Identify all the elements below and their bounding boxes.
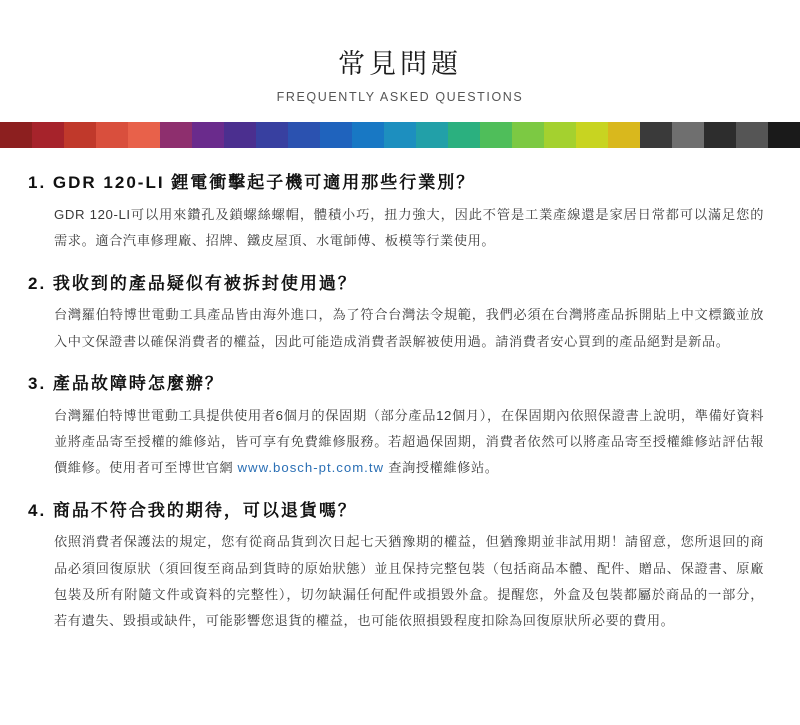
faq-question-text-4: 商品不符合我的期待，可以退貨嗎？	[52, 500, 357, 520]
faq-item-3	[28, 371, 772, 482]
faq-question-text-2: 我收到的產品疑似有被拆封使用過？	[52, 273, 357, 293]
color-bar-segment	[384, 122, 416, 148]
color-bar-segment	[768, 122, 800, 148]
color-bar-segment	[96, 122, 128, 148]
faq-question-3	[28, 371, 772, 397]
color-bar-segment	[480, 122, 512, 148]
faq-answer-1: GDR 120-LI可以用來鑽孔及鎖螺絲螺帽，體積小巧，扭力強大，因此不管是工業產線還是家居日常都可以滿足您的需求。適合汽車修理廠、招牌、鐵皮屋頂、水電師傅、板模等行業使用。	[54, 206, 764, 249]
color-bar-segment	[256, 122, 288, 148]
faq-number-2: 2.	[28, 273, 47, 293]
faq-question-2	[28, 271, 772, 297]
faq-item-1	[28, 170, 772, 254]
faq-item-2	[28, 271, 772, 355]
color-bar-segment	[224, 122, 256, 148]
faq-question-1	[28, 170, 772, 196]
color-bar-segment	[608, 122, 640, 148]
faq-question-text-1: GDR 120-LI 鋰電衝擊起子機可適用那些行業別？	[52, 173, 476, 193]
faq-answer-4: 依照消費者保護法的規定，您有從商品貨到次日起七天猶豫期的權益，但猶豫期並非試用期！請留意，您所退回的商品必須回復原狀（須回復至商品到貨時的原始狀態）並且保持完整包裝（包括商品本體、配件、贈品、保證書、原廠包裝及所有附隨文件或資料的完整性），切勿缺漏任何配件或損毀外盒。提醒您，外盒及包裝都屬於商品的一部分，若有遺失、毀損或缺件，可能影響您退貨的權益，也可能依照損毀程度扣除為回復原狀所必要的費用。	[54, 534, 764, 629]
color-bar-segment	[512, 122, 544, 148]
color-bar-segment	[704, 122, 736, 148]
faq-answer-2: 台灣羅伯特博世電動工具產品皆由海外進口，為了符合台灣法令規範，我們必須在台灣將產品拆開貼上中文標籤並放入中文保證書以確保消費者的權益，因此可能造成消費者誤解被使用過。請消費者安心買到的產品絕對是新品。	[54, 307, 764, 349]
faq-question-text-3: 產品故障時怎麼辦？	[52, 374, 224, 394]
color-bar-segment	[160, 122, 192, 148]
color-bar-segment	[64, 122, 96, 148]
color-bar-segment	[0, 122, 32, 148]
color-bar-segment	[544, 122, 576, 148]
faq-number-1: 1.	[28, 173, 47, 193]
faq-list	[0, 148, 800, 634]
color-bar-segment	[128, 122, 160, 148]
color-bar-segment	[352, 122, 384, 148]
decorative-color-bar	[0, 122, 800, 148]
faq-item-4	[28, 498, 772, 635]
color-bar-segment	[576, 122, 608, 148]
color-bar-segment	[736, 122, 768, 148]
color-bar-segment	[288, 122, 320, 148]
bosch-website-link[interactable]: www.bosch-pt.com.tw	[237, 460, 385, 476]
faq-answer-3-post: 查詢授權維修站。	[384, 460, 499, 476]
color-bar-segment	[320, 122, 352, 148]
faq-number-4: 4.	[28, 500, 47, 520]
page-title: 常見問題	[338, 49, 462, 79]
color-bar-segment	[640, 122, 672, 148]
faq-answer-3-pre: 台灣羅伯特博世電動工具提供使用者6個月的保固期（部分產品12個月），在保固期內依照保證書上說明，準備好資料並將產品寄至授權的維修站，皆可享有免費維修服務。若超過保固期，消費者依然可以將產品寄至授權維修站評估報價維修。使用者可至博世官網	[54, 407, 764, 476]
page-header	[0, 0, 800, 104]
color-bar-segment	[32, 122, 64, 148]
color-bar-segment	[448, 122, 480, 148]
page-subtitle: FREQUENTLY ASKED QUESTIONS	[276, 90, 524, 105]
faq-answer-3	[54, 403, 772, 482]
faq-number-3: 3.	[28, 374, 47, 394]
color-bar-segment	[416, 122, 448, 148]
color-bar-segment	[192, 122, 224, 148]
color-bar-segment	[672, 122, 704, 148]
faq-question-4	[28, 498, 772, 524]
